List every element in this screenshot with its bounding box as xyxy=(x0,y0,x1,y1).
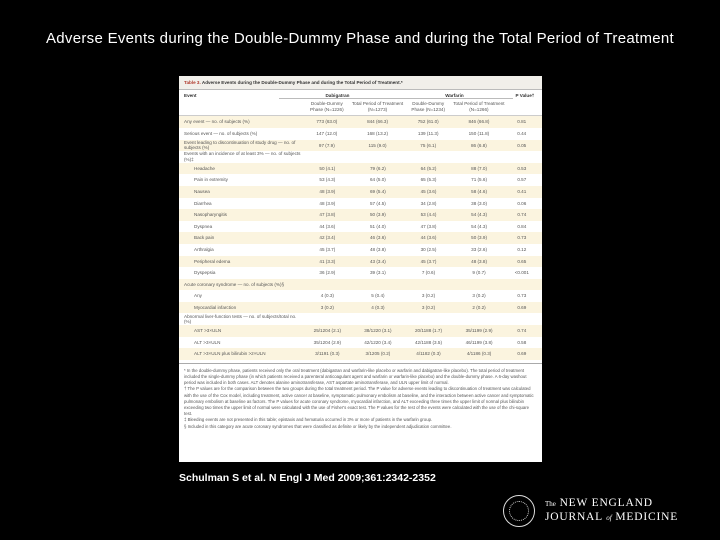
cell: 44 (3.6) xyxy=(319,223,336,229)
cell: 65 (5.3) xyxy=(420,177,437,183)
p-value: 0.05 xyxy=(517,142,527,148)
row-label: Event leading to discontinuation of study drug — no. of subjects (%) xyxy=(184,139,296,151)
cell: 86 (6.8) xyxy=(470,142,487,148)
cell: 147 (12.0) xyxy=(316,130,338,136)
p-value: 0.73 xyxy=(517,293,527,299)
cell: 53 (4.4) xyxy=(420,212,437,218)
table-row xyxy=(179,151,542,163)
table-footnotes xyxy=(179,363,542,434)
cell: 43 (3.4) xyxy=(369,258,386,264)
cell: 150 (11.8) xyxy=(468,130,490,136)
p-value: 0.81 xyxy=(517,119,527,125)
row-label: ALT >3×ULN plus bilirubin >2×ULN xyxy=(194,351,266,357)
row-label: Any event — no. of subjects (%) xyxy=(184,119,250,125)
footnote: † The P values are for the comparison between the two groups during the total treatment period. The P value for adverse events leading to discontinuation of treatment was calculated with the use of the Cox model, including treatment, active cancer at baseline, symptomatic pulmonary embolism at baseline, and the interaction between active cancer and symptomatic pulmonary embolism at baseline as factors. The P values for acute coronary syndrome, myocardial infarction, and ALT exceeding three times the upper limit of normal plus bilirubin exceeding two times the upper limit of normal were calculated with the use of Fisher's exact test. The P values for the rest of the events were calculated with the use of the chi-square test. xyxy=(184,386,534,417)
cell: 38 (3.0) xyxy=(471,200,487,206)
table-row xyxy=(179,267,542,279)
table-row xyxy=(179,325,542,337)
table-row xyxy=(179,256,542,268)
row-label: Any xyxy=(194,293,202,299)
row-label: AST >3×ULN xyxy=(194,328,222,334)
table-row xyxy=(179,279,542,291)
row-label: ALT >3×ULN xyxy=(194,339,221,345)
table-body xyxy=(179,116,542,359)
cell: 44 (3.6) xyxy=(420,235,437,241)
p-value: <0.001 xyxy=(514,270,529,276)
p-value: 0.57 xyxy=(517,177,527,183)
cell: 4/1182 (0.3) xyxy=(416,351,441,357)
table-row xyxy=(179,163,542,175)
cell: 846 (66.8) xyxy=(468,119,490,125)
table-row xyxy=(179,313,542,325)
table-caption: Table 3. Adverse Events during the Double-Dummy Phase and during the Total Period of Treatment.* xyxy=(179,76,542,90)
row-label: Acute coronary syndrome — no. of subjects (%)§ xyxy=(184,281,285,287)
cell: 50 (3.9) xyxy=(471,235,487,241)
p-value: 0.58 xyxy=(517,339,527,345)
cell: 48 (3.9) xyxy=(319,188,336,194)
subcol: Total Period of Treatment (N=1266) xyxy=(453,101,505,112)
cell: 42/1188 (3.5) xyxy=(414,339,442,345)
cell: 45 (3.7) xyxy=(420,258,437,264)
table-row xyxy=(179,337,542,349)
adverse-events-table xyxy=(179,76,542,462)
cell: 58 (4.6) xyxy=(471,188,487,194)
cell: 46 (3.6) xyxy=(369,235,386,241)
table-row xyxy=(179,198,542,210)
cell: 25/1204 (2.1) xyxy=(313,328,341,334)
table-row xyxy=(179,348,542,360)
cell: 33 (2.6) xyxy=(471,246,487,252)
row-label: Diarrhea xyxy=(194,200,212,206)
cell: 7 (0.6) xyxy=(421,270,436,276)
p-value: 0.12 xyxy=(517,246,527,252)
cell: 3 (0.2) xyxy=(320,304,334,310)
cell: 57 (4.5) xyxy=(369,200,386,206)
cell: 75 (6.1) xyxy=(420,142,437,148)
cell: 35/1199 (2.9) xyxy=(465,328,493,334)
cell: 51 (4.0) xyxy=(369,223,386,229)
cell: 45 (3.7) xyxy=(319,246,336,252)
cell: 3 (0.2) xyxy=(472,293,486,299)
cell: 88 (7.0) xyxy=(471,165,487,171)
table-row xyxy=(179,128,542,140)
table-row xyxy=(179,116,542,128)
group-warfarin: Warfarin xyxy=(396,93,513,100)
cell: 168 (13.2) xyxy=(367,130,389,136)
cell: 35/1204 (2.9) xyxy=(313,339,341,345)
table-row xyxy=(179,232,542,244)
cell: 46/1199 (3.8) xyxy=(465,339,493,345)
slide-title: Adverse Events during the Double-Dummy Phase and during the Total Period of Treatment xyxy=(45,30,675,47)
cell: 71 (5.6) xyxy=(471,177,487,183)
cell: 3/1205 (0.2) xyxy=(365,351,391,357)
row-label: Myocardial infarction xyxy=(194,304,237,310)
cell: 3 (0.2) xyxy=(421,304,436,310)
cell: 752 (61.0) xyxy=(417,119,439,125)
p-value: 0.65 xyxy=(517,258,527,264)
subcol: Double-Dummy Phase (N=1226) xyxy=(310,101,344,112)
cell: 3/1191 (0.3) xyxy=(315,351,340,357)
cell: 53 (4.3) xyxy=(319,177,336,183)
row-label: Back pain xyxy=(194,235,215,241)
cell: 47 (3.8) xyxy=(319,212,336,218)
cell: 48 (3.9) xyxy=(319,200,336,206)
row-label: Pain in extremity xyxy=(194,177,228,183)
cell: 54 (4.3) xyxy=(471,223,487,229)
p-value: 0.44 xyxy=(517,130,527,136)
cell: 36 (2.9) xyxy=(319,270,336,276)
cell: 20/1188 (1.7) xyxy=(414,328,442,334)
cell: 5 (0.4) xyxy=(371,293,385,299)
citation: Schulman S et al. N Engl J Med 2009;361:2342-2352 xyxy=(179,472,436,484)
p-value: 0.69 xyxy=(517,351,527,357)
table-group-header xyxy=(179,90,542,100)
footnote: § Included in this category are acute coronary syndromes that were classified as definite or likely by the independent adjudication committee. xyxy=(184,423,452,429)
cell: 4/1186 (0.3) xyxy=(466,351,492,357)
subcol: Total Period of Treatment (N=1273) xyxy=(351,101,404,112)
cell: 64 (5.0) xyxy=(369,177,386,183)
cell: 4 (0.3) xyxy=(320,293,334,299)
cell: 69 (5.4) xyxy=(369,188,386,194)
cell: 115 (9.0) xyxy=(368,142,387,148)
p-value: 0.06 xyxy=(517,200,527,206)
row-label: Nasopharyngitis xyxy=(194,212,227,218)
cell: 50 (3.9) xyxy=(369,212,386,218)
table-subheader xyxy=(179,99,542,116)
cell: 2 (0.2) xyxy=(472,304,486,310)
row-label: Nausea xyxy=(194,188,210,194)
table-row xyxy=(179,186,542,198)
row-label: Dyspnea xyxy=(194,223,213,229)
p-value: 0.74 xyxy=(517,328,527,334)
cell: 42 (3.4) xyxy=(319,235,336,241)
row-label: Serious event — no. of subjects (%) xyxy=(184,130,258,136)
p-value: 0.74 xyxy=(517,212,527,218)
p-value: 0.73 xyxy=(517,235,527,241)
table-row xyxy=(179,174,542,186)
cell: 41 (3.3) xyxy=(319,258,336,264)
cell: 64 (5.2) xyxy=(420,165,437,171)
cell: 39 (3.1) xyxy=(369,270,386,276)
row-label: Events with an incidence of at least 3% — no. of subjects (%)‡ xyxy=(184,151,301,162)
cell: 30 (2.5) xyxy=(420,246,437,252)
cell: 34 (2.8) xyxy=(420,200,437,206)
cell: 47 (3.8) xyxy=(420,223,437,229)
cell: 9 (0.7) xyxy=(472,270,486,276)
table-row xyxy=(179,302,542,314)
cell: 42/1220 (3.4) xyxy=(364,339,392,345)
cell: 844 (66.3) xyxy=(367,119,389,125)
subcol: Double-Dummy Phase (N=1234) xyxy=(411,101,446,112)
table-row xyxy=(179,140,542,152)
footnote: ‡ Bleeding events are not presented in this table; epistaxis and hematuria occurred in 3% or more of patients in the warfarin group. xyxy=(184,417,433,423)
cell: 97 (7.9) xyxy=(318,142,335,148)
col-event: Event xyxy=(184,92,197,98)
group-dabigatran: Dabigatran xyxy=(279,93,396,100)
nejm-logo: The NEW ENGLAND JOURNAL of MEDICINE xyxy=(503,495,678,527)
table-row xyxy=(179,244,542,256)
p-value: 0.84 xyxy=(517,223,527,229)
p-value: 0.53 xyxy=(517,165,527,171)
row-label: Arthralgia xyxy=(194,246,214,252)
cell: 48 (3.8) xyxy=(369,246,386,252)
cell: 38/1220 (3.1) xyxy=(364,328,392,334)
cell: 79 (6.2) xyxy=(369,165,386,171)
cell: 3 (0.2) xyxy=(421,293,436,299)
p-value: 0.41 xyxy=(517,188,527,194)
seal-icon xyxy=(503,495,535,527)
col-p-value: P Value† xyxy=(515,92,535,98)
cell: 48 (3.8) xyxy=(471,258,487,264)
p-value: 0.69 xyxy=(517,304,527,310)
cell: 4 (0.3) xyxy=(371,304,385,310)
row-label: Dyspepsia xyxy=(194,270,216,276)
table-row xyxy=(179,209,542,221)
cell: 139 (11.3) xyxy=(417,130,439,136)
footnote: * In the double-dummy phase, patients received only the oral treatment (dabigatran and warfarin-like placebo or warfarin and dabigatran-like placebo). The total period of treatment included the single-dummy phase (in which patients received a parenteral anticoagulant agent and warfarin or warfarin-like placebo) and the double-dummy phase. A 6-day washout period was included in both cases. ALT denotes alanine aminotransferase, AST aspartate aminotransferase, and ULN upper limit of normal. xyxy=(184,367,527,386)
row-label: Peripheral edema xyxy=(194,258,231,264)
cell: 50 (4.1) xyxy=(319,165,336,171)
cell: 45 (3.6) xyxy=(420,188,437,194)
table-row xyxy=(179,221,542,233)
row-label: Abnormal liver-function tests — no. of subjects/total no. (%) xyxy=(184,313,297,325)
table-row xyxy=(179,290,542,302)
cell: 54 (4.3) xyxy=(471,212,487,218)
row-label: Headache xyxy=(194,165,215,171)
cell: 773 (63.0) xyxy=(316,119,338,125)
